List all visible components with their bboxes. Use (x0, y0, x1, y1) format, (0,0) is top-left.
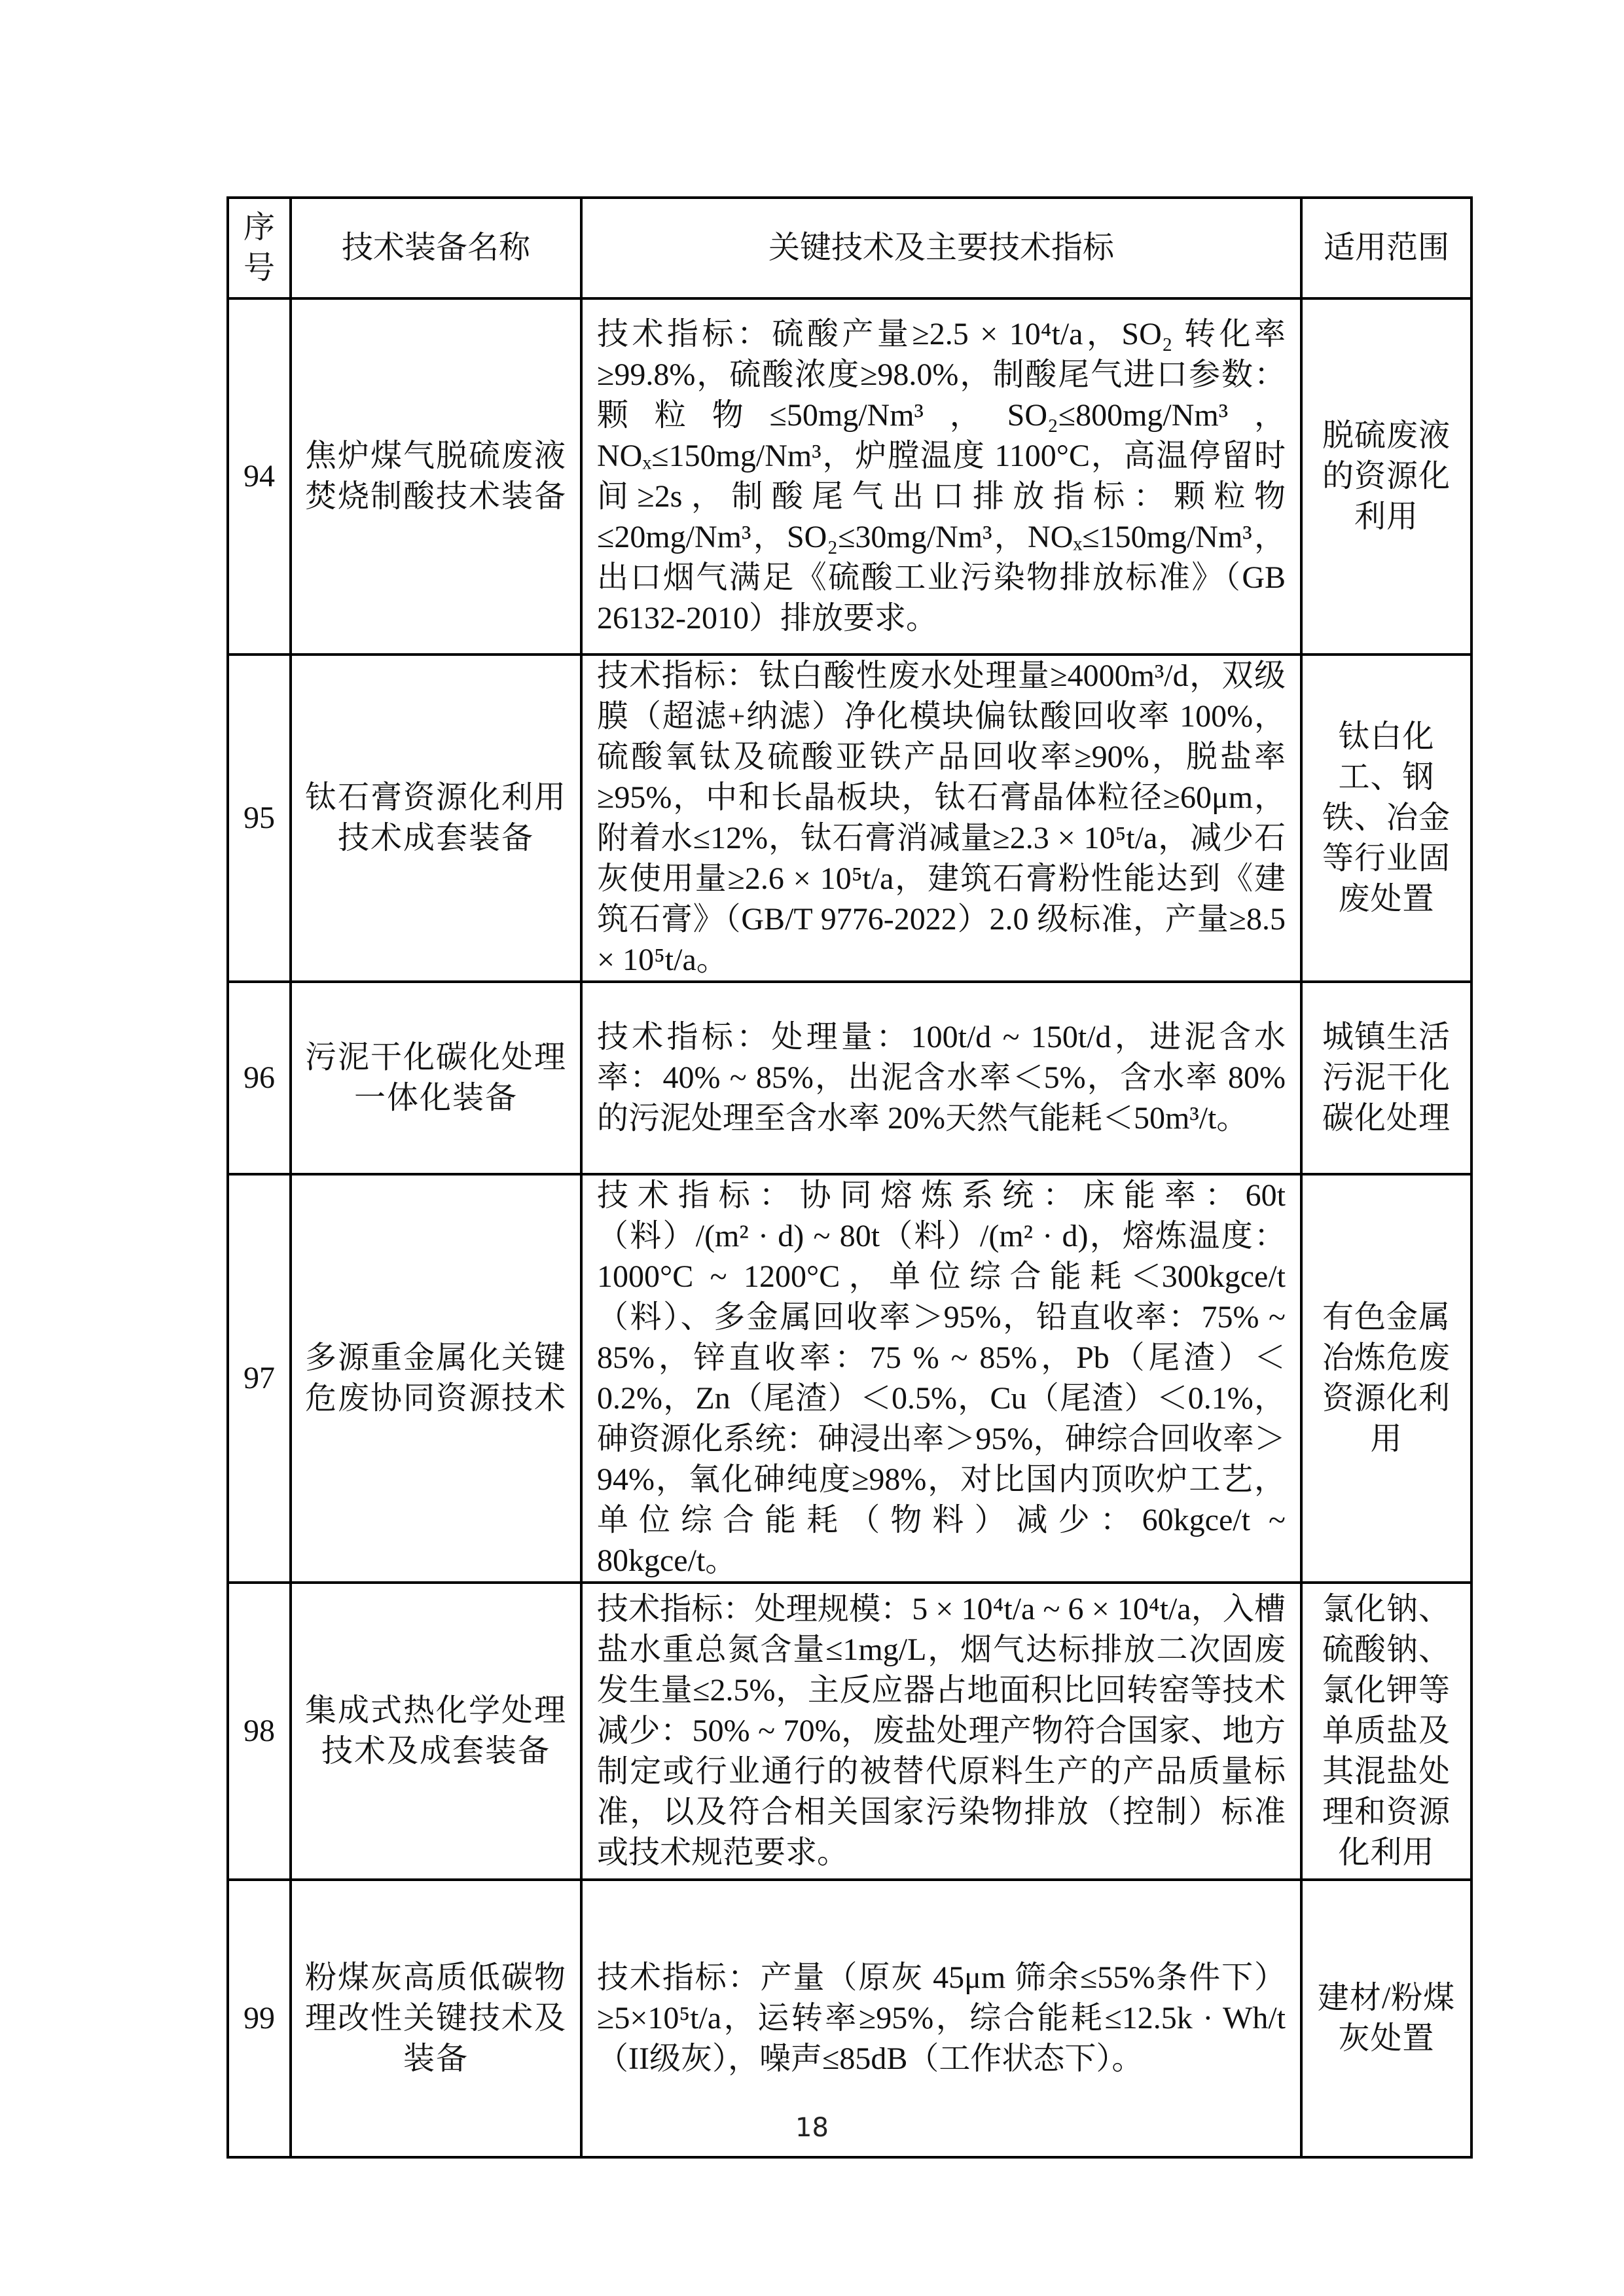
row-equipment-name: 钛石膏资源化利用技术成套装备 (291, 655, 581, 982)
row-key-technology: 技术指标：处理量：100t/d ~ 150t/d，进泥含水率：40% ~ 85%，出泥含水率＜5%，含水率 80%的污泥处理至含水率 20%天然气能耗＜50m³/t。 (581, 982, 1301, 1174)
row-equipment-name: 粉煤灰高质低碳物理改性关键技术及装备 (291, 1880, 581, 2157)
row-equipment-name: 集成式热化学处理技术及成套装备 (291, 1583, 581, 1880)
header-serial-number: 序号 (228, 198, 291, 298)
table-header-row (228, 198, 1471, 298)
row-serial-number: 99 (228, 1880, 291, 2157)
table-row (228, 298, 1471, 655)
row-application-scope: 建材/粉煤灰处置 (1301, 1880, 1471, 2157)
table-row (228, 982, 1471, 1174)
row-application-scope: 有色金属冶炼危废资源化利用 (1301, 1174, 1471, 1583)
row-application-scope: 氯化钠、硫酸钠、氯化钾等单质盐及其混盐处理和资源化利用 (1301, 1583, 1471, 1880)
page-number: 18 (795, 2113, 829, 2143)
row-serial-number: 96 (228, 982, 291, 1174)
header-equipment-name: 技术装备名称 (291, 198, 581, 298)
table-row (228, 1583, 1471, 1880)
table-row (228, 1174, 1471, 1583)
row-key-technology: 技术指标：产量（原灰 45μm 筛余≤55%条件下）≥5×10⁵t/a，运转率≥95%，综合能耗≤12.5k · Wh/t（II级灰），噪声≤85dB（工作状态下）。 (581, 1880, 1301, 2157)
row-serial-number: 98 (228, 1583, 291, 1880)
header-application-scope: 适用范围 (1301, 198, 1471, 298)
row-key-technology: 技术指标：硫酸产量≥2.5 × 10⁴t/a，SO₂ 转化率≥99.8%，硫酸浓度≥98.0%，制酸尾气进口参数：颗粒物≤50mg/Nm³，SO₂≤800mg/Nm³，NOₓ≤150mg/Nm³，炉膛温度 1100°C，高温停留时间≥2s，制酸尾气出口排放指标：颗粒物≤20mg/Nm³，SO₂≤30mg/Nm³，NOₓ≤150mg/Nm³，出口烟气满足《硫酸工业污染物排放标准》（GB 26132-2010）排放要求。 (581, 298, 1301, 655)
row-key-technology: 技术指标：处理规模：5 × 10⁴t/a ~ 6 × 10⁴t/a，入槽盐水重总氮含量≤1mg/L，烟气达标排放二次固废发生量≤2.5%，主反应器占地面积比回转窑等技术减少：50% ~ 70%，废盐处理产物符合国家、地方制定或行业通行的被替代原料生产的产品质量标准，以及符合相关国家污染物排放（控制）标准或技术规范要求。 (581, 1583, 1301, 1880)
row-equipment-name: 污泥干化碳化处理一体化装备 (291, 982, 581, 1174)
header-key-technology: 关键技术及主要技术指标 (581, 198, 1301, 298)
row-serial-number: 95 (228, 655, 291, 982)
row-key-technology: 技术指标：协同熔炼系统：床能率：60t（料）/(m² · d) ~ 80t（料）/(m² · d)，熔炼温度：1000°C ~ 1200°C，单位综合能耗＜300kgce/t（料）、多金属回收率＞95%，铅直收率：75% ~ 85%，锌直收率：75 % ~ 85%，Pb（尾渣）＜0.2%，Zn（尾渣）＜0.5%，Cu（尾渣）＜0.1%，砷资源化系统：砷浸出率＞95%，砷综合回收率＞94%，氧化砷纯度≥98%，对比国内顶吹炉工艺，单位综合能耗（物料）减少：60kgce/t ~ 80kgce/t。 (581, 1174, 1301, 1583)
row-serial-number: 94 (228, 298, 291, 655)
row-application-scope: 城镇生活污泥干化碳化处理 (1301, 982, 1471, 1174)
row-equipment-name: 焦炉煤气脱硫废液焚烧制酸技术装备 (291, 298, 581, 655)
row-key-technology: 技术指标：钛白酸性废水处理量≥4000m³/d，双级膜（超滤+纳滤）净化模块偏钛酸回收率 100%，硫酸氧钛及硫酸亚铁产品回收率≥90%，脱盐率≥95%，中和长晶板块，钛石膏晶体粒径≥60μm，附着水≤12%，钛石膏消减量≥2.3 × 10⁵t/a，减少石灰使用量≥2.6 × 10⁵t/a，建筑石膏粉性能达到《建筑石膏》（GB/T 9776-2022）2.0 级标准，产量≥8.5 × 10⁵t/a。 (581, 655, 1301, 982)
row-application-scope: 脱硫废液的资源化利用 (1301, 298, 1471, 655)
row-equipment-name: 多源重金属化关键危废协同资源技术 (291, 1174, 581, 1583)
equipment-catalog-table (226, 196, 1473, 2159)
row-serial-number: 97 (228, 1174, 291, 1583)
table-row (228, 655, 1471, 982)
row-application-scope: 钛白化工、钢铁、冶金等行业固废处置 (1301, 655, 1471, 982)
